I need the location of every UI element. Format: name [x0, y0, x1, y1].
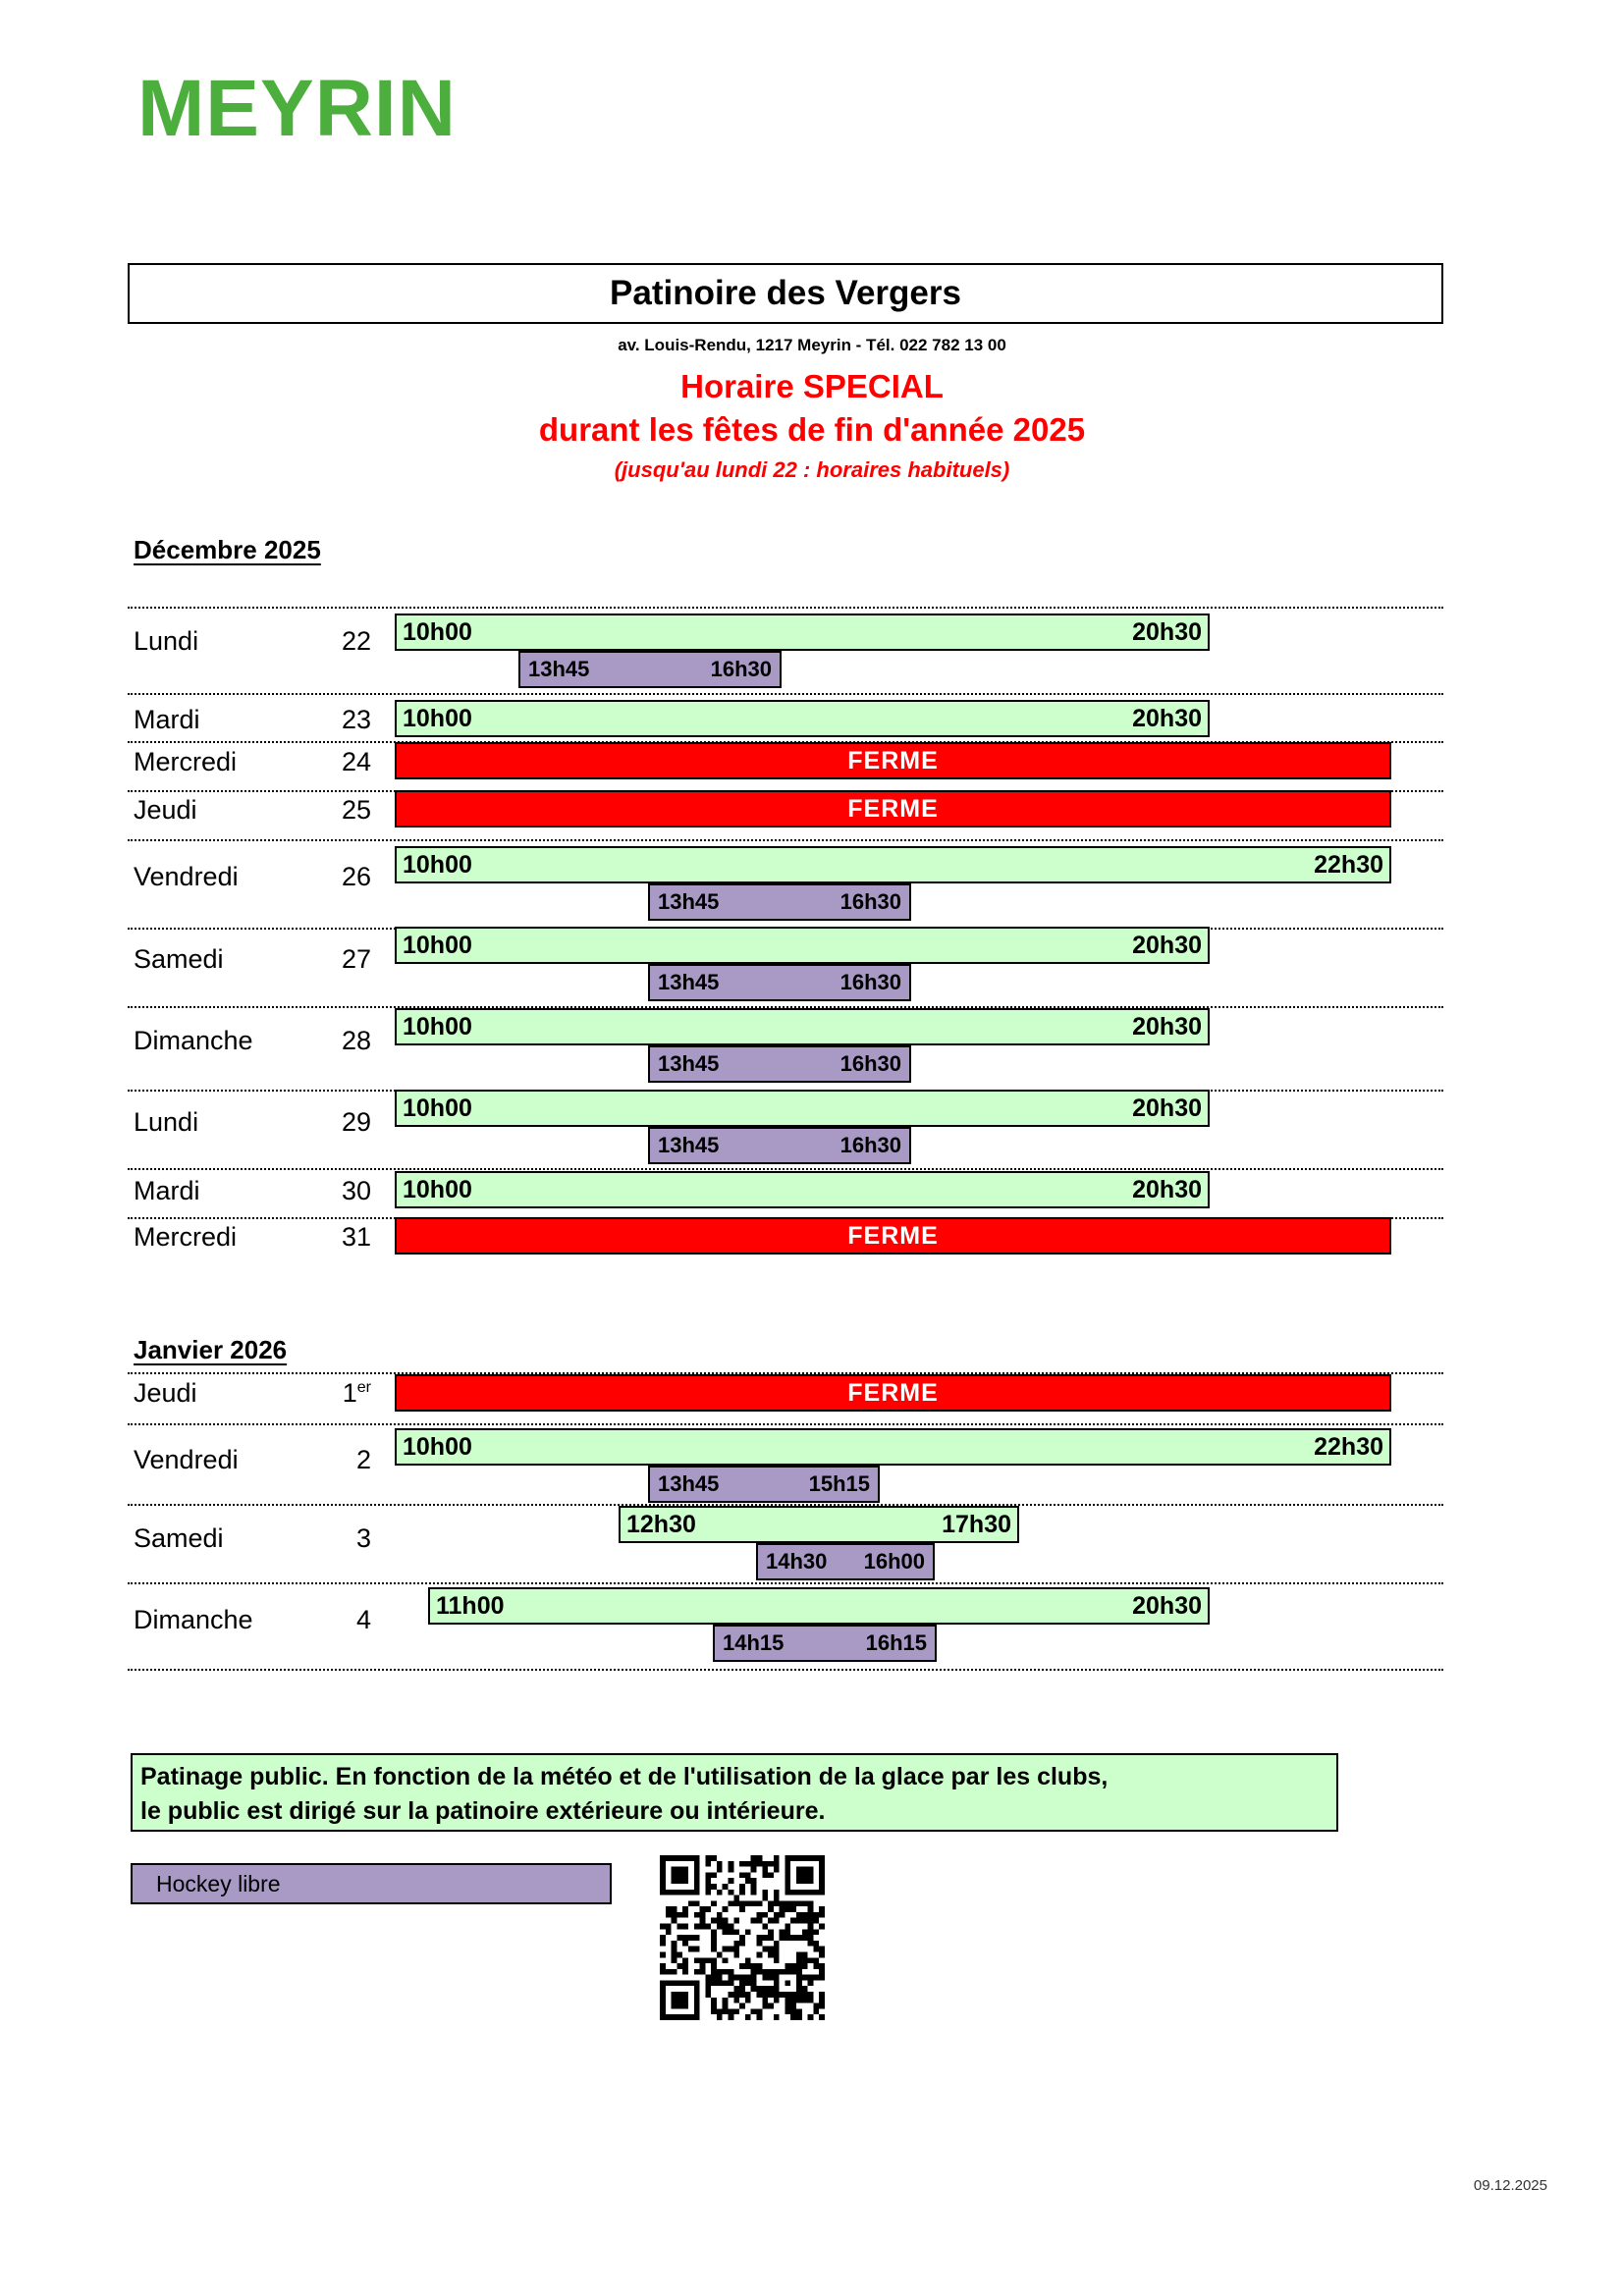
hockey-session-bar: [756, 1543, 935, 1580]
day-name: Mardi: [134, 1176, 200, 1205]
hockey-session-bar: [648, 883, 911, 921]
day-name: Vendredi: [134, 862, 239, 891]
public-session-bar: [395, 846, 1391, 883]
public-end-time: 20h30: [1132, 1012, 1202, 1041]
public-end-time: 20h30: [1132, 704, 1202, 732]
public-session-bar: [395, 1428, 1391, 1466]
hockey-start-time: 13h45: [658, 1133, 720, 1157]
day-number: 1er: [342, 1378, 371, 1408]
public-end-time: 20h30: [1132, 1094, 1202, 1122]
day-number: 29: [341, 1107, 371, 1137]
hockey-session-bar: [648, 1127, 911, 1164]
closed-bar: FERME: [395, 1374, 1391, 1412]
public-end-time: 20h30: [1132, 931, 1202, 959]
public-session-bar: [395, 1090, 1210, 1127]
hockey-session-bar: [518, 651, 782, 688]
public-start-time: 10h00: [403, 1012, 472, 1041]
row-separator: [128, 1168, 1443, 1170]
day-number: 31: [341, 1222, 371, 1252]
public-session-bar: [395, 614, 1210, 651]
day-name: Jeudi: [134, 795, 197, 825]
hockey-end-time: 16h00: [863, 1549, 925, 1574]
public-start-time: 10h00: [403, 931, 472, 959]
day-number: 30: [341, 1176, 371, 1205]
row-separator: [128, 607, 1443, 609]
row-separator: [128, 1669, 1443, 1671]
public-end-time: 22h30: [1314, 1432, 1383, 1461]
hockey-end-time: 15h15: [808, 1471, 870, 1496]
public-session-bar: [395, 1008, 1210, 1045]
day-number: 4: [355, 1605, 371, 1634]
hockey-end-time: 16h15: [865, 1630, 927, 1655]
public-end-time: 22h30: [1314, 850, 1383, 879]
day-name: Samedi: [134, 944, 224, 974]
public-start-time: 10h00: [403, 704, 472, 732]
public-session-bar: [619, 1506, 1019, 1543]
day-number: 23: [341, 705, 371, 734]
note-line-2: le public est dirigé sur la patinoire extérieure ou intérieure.: [140, 1796, 826, 1825]
closed-bar: FERME: [395, 742, 1391, 779]
public-start-time: 12h30: [626, 1510, 696, 1538]
hockey-start-time: 13h45: [658, 1471, 720, 1496]
hockey-start-time: 13h45: [658, 1051, 720, 1076]
hockey-session-bar: [648, 1045, 911, 1083]
day-number: 2: [355, 1445, 371, 1474]
row-separator: [128, 693, 1443, 695]
hockey-start-time: 13h45: [658, 970, 720, 994]
hockey-end-time: 16h30: [710, 657, 772, 681]
public-end-time: 20h30: [1132, 1175, 1202, 1203]
public-start-time: 10h00: [403, 850, 472, 879]
day-name: Jeudi: [134, 1378, 197, 1408]
public-start-time: 10h00: [403, 1432, 472, 1461]
hockey-session-bar: [648, 964, 911, 1001]
month-header-decembre: Décembre 2025: [134, 535, 321, 564]
special-heading-note: (jusqu'au lundi 22 : horaires habituels): [614, 457, 1010, 482]
day-name: Lundi: [134, 626, 199, 656]
day-number: 28: [341, 1026, 371, 1055]
day-number: 3: [355, 1523, 371, 1553]
day-name: Dimanche: [134, 1026, 253, 1055]
day-number: 27: [341, 944, 371, 974]
special-heading-line2: durant les fêtes de fin d'année 2025: [538, 411, 1086, 448]
public-end-time: 17h30: [942, 1510, 1011, 1538]
day-number: 26: [341, 862, 371, 891]
day-number: 22: [341, 626, 371, 656]
day-name: Mercredi: [134, 1222, 238, 1252]
public-end-time: 20h30: [1132, 1591, 1202, 1620]
hockey-end-time: 16h30: [839, 970, 901, 994]
day-name: Dimanche: [134, 1605, 253, 1634]
public-start-time: 10h00: [403, 1175, 472, 1203]
meyrin-logo: MEYRIN: [137, 64, 457, 153]
public-start-time: 10h00: [403, 1094, 472, 1122]
day-name: Vendredi: [134, 1445, 239, 1474]
hockey-session-bar: [648, 1466, 880, 1503]
date-stamp: 09.12.2025: [1473, 2177, 1547, 2194]
day-name: Lundi: [134, 1107, 199, 1137]
closed-bar: FERME: [395, 790, 1391, 828]
legend-hockey-libre: [131, 1863, 612, 1904]
public-end-time: 20h30: [1132, 617, 1202, 646]
hockey-start-time: 13h45: [658, 889, 720, 914]
address-line: av. Louis-Rendu, 1217 Meyrin - Tél. 022 782 13 00: [618, 336, 1006, 354]
public-skating-note: [131, 1753, 1338, 1832]
hockey-end-time: 16h30: [839, 1133, 901, 1157]
public-session-bar: [395, 927, 1210, 964]
closed-bar: FERME: [395, 1217, 1391, 1255]
note-line-1: Patinage public. En fonction de la météo et de l'utilisation de la glace par les clubs,: [140, 1763, 1109, 1790]
page-title: Patinoire des Vergers: [610, 274, 961, 312]
special-heading-line1: Horaire SPECIAL: [680, 368, 944, 404]
hockey-end-time: 16h30: [839, 1051, 901, 1076]
day-number: 24: [341, 747, 371, 776]
day-number-suffix: er: [356, 1379, 371, 1396]
hockey-session-bar: [713, 1625, 937, 1662]
hockey-start-time: 14h30: [766, 1549, 828, 1574]
qr-code[interactable]: [660, 1855, 825, 2020]
public-session-bar: [395, 1171, 1210, 1208]
hockey-start-time: 13h45: [528, 657, 590, 681]
day-name: Mardi: [134, 705, 200, 734]
row-separator: [128, 1582, 1443, 1584]
day-number: 25: [341, 795, 371, 825]
title-box: [128, 263, 1443, 324]
day-name: Mercredi: [134, 747, 238, 776]
day-name: Samedi: [134, 1523, 224, 1553]
public-start-time: 11h00: [436, 1591, 505, 1620]
row-separator: [128, 839, 1443, 841]
legend-hockey-label: Hockey libre: [156, 1870, 281, 1896]
row-separator: [128, 1423, 1443, 1425]
month-header-janvier: Janvier 2026: [134, 1335, 288, 1364]
public-session-bar: [395, 700, 1210, 737]
public-session-bar: [428, 1587, 1210, 1625]
hockey-start-time: 14h15: [723, 1630, 785, 1655]
public-start-time: 10h00: [403, 617, 472, 646]
hockey-end-time: 16h30: [839, 889, 901, 914]
